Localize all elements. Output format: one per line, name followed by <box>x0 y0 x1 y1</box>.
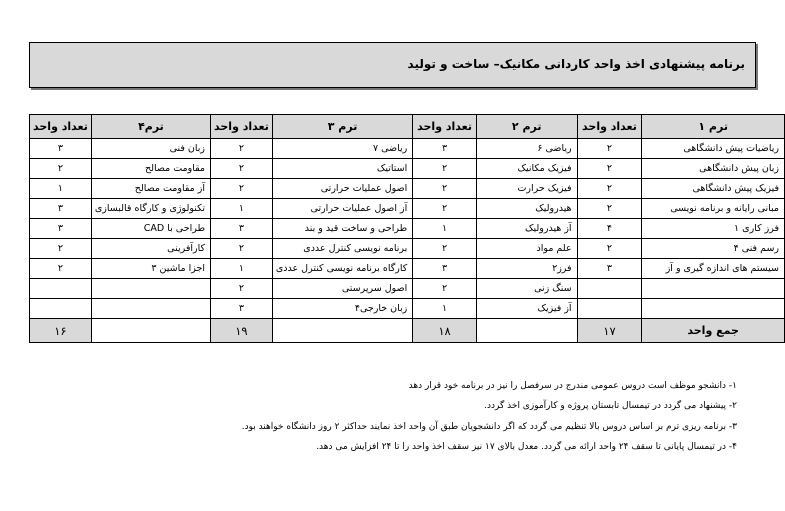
units-cell: ۲ <box>413 199 477 219</box>
units-cell: ۳ <box>413 139 477 159</box>
course-cell: آز اصول عملیات حرارتی <box>272 199 412 219</box>
term4-header: ترم۴ <box>91 115 210 139</box>
table-row <box>30 199 785 219</box>
course-cell: فرز۲ <box>476 259 577 279</box>
units-cell: ۲ <box>211 139 273 159</box>
units-cell <box>30 279 92 299</box>
course-cell: فیزیک مکانیک <box>476 159 577 179</box>
units-cell: ۲ <box>577 179 642 199</box>
note-item: ۱- دانشجو موظف است دروس عمومی مندرج در سرفصل را نیز در برنامه خود قرار دهد <box>408 381 737 391</box>
units-cell: ۲ <box>211 159 273 179</box>
course-cell: اصول سرپرستی <box>272 279 412 299</box>
units-cell: ۳ <box>577 259 642 279</box>
total-spacer <box>476 319 577 343</box>
course-cell: فرز کاری ۱ <box>642 219 785 239</box>
course-cell: استاتیک <box>272 159 412 179</box>
course-cell: کارگاه برنامه نویسی کنترل عددی <box>272 259 412 279</box>
title-box <box>29 42 756 88</box>
course-cell <box>642 279 785 299</box>
units-cell: ۳ <box>30 199 92 219</box>
course-cell: علم مواد <box>476 239 577 259</box>
units-cell: ۲ <box>211 179 273 199</box>
units-cell: ۱ <box>30 179 92 199</box>
note-item: ۴- در تیمسال پایانی تا سقف ۲۴ واحد ارائه می گردد. معدل بالای ۱۷ نیز سقف اخذ واحد را تا ۲۴ افزایش می دهد. <box>316 441 737 452</box>
table-row <box>30 279 785 299</box>
units-cell: ۱ <box>211 259 273 279</box>
term3-header: ترم ۳ <box>272 115 412 139</box>
units-cell: ۴ <box>577 219 642 239</box>
units-cell: ۱ <box>413 219 477 239</box>
units-cell: ۲ <box>413 279 477 299</box>
course-cell: ریاضی ۶ <box>476 139 577 159</box>
term1-header: ترم ۱ <box>642 115 785 139</box>
units-cell: ۲ <box>211 279 273 299</box>
units-cell: ۳ <box>413 259 477 279</box>
course-cell: طراحی و ساخت قید و بند <box>272 219 412 239</box>
course-cell: زبان خارجی۴ <box>272 299 412 319</box>
course-cell: آز هیدرولیک <box>476 219 577 239</box>
course-cell: زبان پیش دانشگاهی <box>642 159 785 179</box>
units4-header: تعداد واحد <box>30 115 92 139</box>
units-cell: ۲ <box>577 199 642 219</box>
table-header-row <box>30 115 785 139</box>
units-cell: ۳ <box>30 219 92 239</box>
units-cell: ۱ <box>211 199 273 219</box>
table-row <box>30 239 785 259</box>
course-cell: طراحی با CAD <box>91 219 210 239</box>
course-cell: فیزیک حرارت <box>476 179 577 199</box>
units-cell <box>577 279 642 299</box>
totals-row <box>30 319 785 343</box>
units-cell <box>577 299 642 319</box>
units1-header: تعداد واحد <box>577 115 642 139</box>
course-cell: برنامه نویسی کنترل عددی <box>272 239 412 259</box>
total-units-term2: ۱۸ <box>413 319 477 343</box>
units-cell: ۲ <box>577 159 642 179</box>
units-cell: ۳ <box>211 219 273 239</box>
total-units-term3: ۱۹ <box>211 319 273 343</box>
units-cell: ۲ <box>211 239 273 259</box>
units-cell <box>30 299 92 319</box>
course-cell: سیستم های اندازه گیری و آز <box>642 259 785 279</box>
course-cell <box>91 299 210 319</box>
units-cell: ۲ <box>30 159 92 179</box>
units-cell: ۲ <box>577 139 642 159</box>
course-cell: آز مقاومت مصالح <box>91 179 210 199</box>
course-cell: رسم فنی ۴ <box>642 239 785 259</box>
course-cell: کارآفرینی <box>91 239 210 259</box>
units3-header: تعداد واحد <box>211 115 273 139</box>
course-cell: سنگ زنی <box>476 279 577 299</box>
units-cell: ۲ <box>413 179 477 199</box>
units-cell: ۲ <box>413 159 477 179</box>
table-row <box>30 139 785 159</box>
total-units-term4: ۱۶ <box>30 319 92 343</box>
course-cell: اصول عملیات حرارتی <box>272 179 412 199</box>
course-cell: ریاضیات پیش دانشگاهی <box>642 139 785 159</box>
units2-header: تعداد واحد <box>413 115 477 139</box>
units-cell: ۱ <box>413 299 477 319</box>
table-row <box>30 299 785 319</box>
course-cell: آز فیزیک <box>476 299 577 319</box>
table-row <box>30 159 785 179</box>
course-cell: اجزا ماشین ۳ <box>91 259 210 279</box>
course-cell: ریاضی ۷ <box>272 139 412 159</box>
total-spacer <box>91 319 210 343</box>
total-spacer <box>272 319 412 343</box>
course-plan-table <box>29 114 785 343</box>
units-cell: ۲ <box>413 239 477 259</box>
table-row <box>30 219 785 239</box>
table-row <box>30 259 785 279</box>
page-title: برنامه پیشنهادی اخذ واحد کاردانی مکانیک– ساخت و تولید <box>407 57 745 71</box>
course-cell: تکنولوژی و کارگاه قالبسازی <box>91 199 210 219</box>
course-cell: فیزیک پیش دانشگاهی <box>642 179 785 199</box>
course-cell <box>642 299 785 319</box>
note-item: ۲- پیشنهاد می گردد در تیمسال تابستان پروژه و کارآموزی اخذ گردد. <box>484 401 737 412</box>
total-label: جمع واحد <box>642 319 785 343</box>
course-cell <box>91 279 210 299</box>
table-row <box>30 179 785 199</box>
units-cell: ۲ <box>577 239 642 259</box>
units-cell: ۲ <box>30 259 92 279</box>
term2-header: ترم ۲ <box>476 115 577 139</box>
course-cell: زبان فنی <box>91 139 210 159</box>
units-cell: ۲ <box>30 239 92 259</box>
course-cell: هیدرولیک <box>476 199 577 219</box>
total-units-term1: ۱۷ <box>577 319 642 343</box>
course-cell: مقاومت مصالح <box>91 159 210 179</box>
note-item: ۳- برنامه ریزی ترم بر اساس دروس بالا تنظیم می گردد که اگر دانشجویان طبق آن واحد اخذ نمایند حداکثر ۲ روز دانشگاه خواهند بود. <box>241 421 737 432</box>
units-cell: ۳ <box>211 299 273 319</box>
units-cell: ۳ <box>30 139 92 159</box>
course-cell: مبانی رایانه و برنامه نویسی <box>642 199 785 219</box>
notes <box>17 376 737 457</box>
